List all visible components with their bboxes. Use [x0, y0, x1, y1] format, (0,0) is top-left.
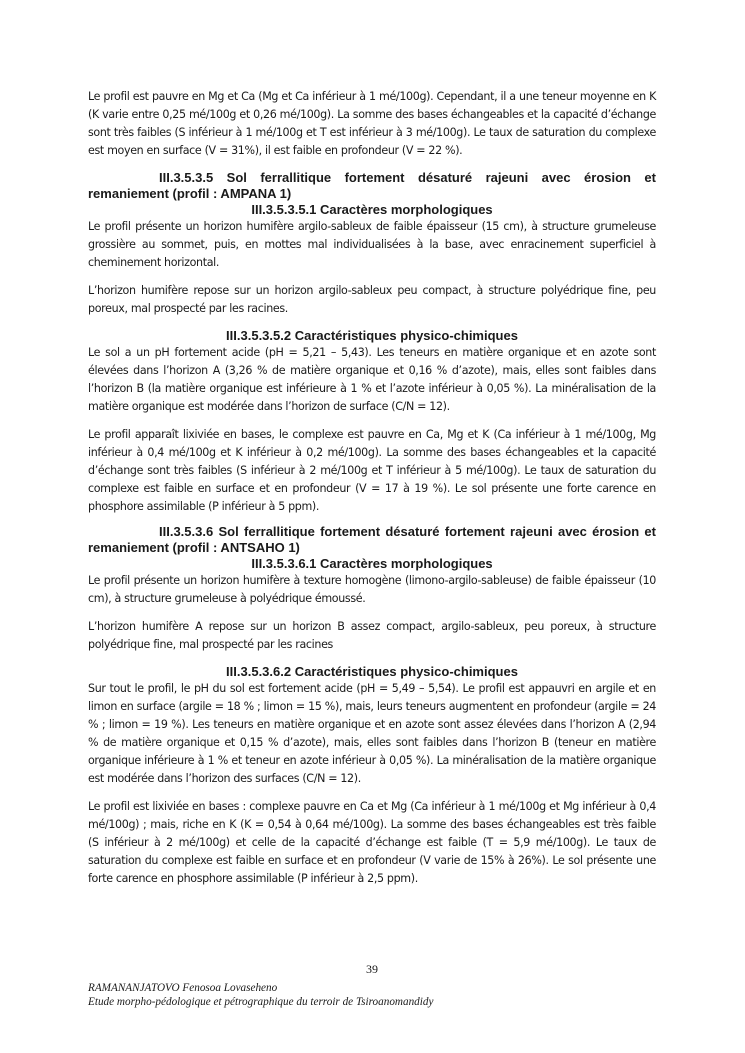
section-heading-antsaho: [88, 524, 656, 556]
subsection-heading-morphology: III.3.5.3.6.1 Caractères morphologiques: [251, 556, 493, 571]
footer-author: RAMANANJATOVO Fenosoa Lovaseheno: [88, 982, 278, 994]
paragraph-morphology-2: L’horizon humifère repose sur un horizon argilo-sableux peu compact, à structure polyédrique fine, peu poreux, mal prospecté par les racines.: [88, 284, 656, 315]
page-number: 39: [366, 962, 378, 976]
paragraph-physico-chemical-1: Sur tout le profil, le pH du sol est fortement acide (pH = 5,49 – 5,54). Le profil est appauvri en argile et en limon en surface (argile = 18 % ; limon = 15 %), mais, leurs teneurs augmentent en profondeur (argile = 24 % ; limon = 19 %). Les teneurs en matière organique et en azote sont assez élevées dans l’horizon A (2,94 % de matière organique et 0,15 % d’azote), mais, elles sont faibles dans l’horizon B (teneur en matière organique inférieure à 1 % et teneur en azote inférieur à 0,05 %). La minéralisation de la matière organique est modérée dans l’horizon des surfaces (C/N = 12).: [88, 682, 656, 785]
paragraph-morphology-2: L’horizon humifère A repose sur un horizon B assez compact, argilo-sableux, peu poreux, à structure polyédrique fine, mal prospecté par les racines: [88, 620, 656, 651]
footer-title: Etude morpho-pédologique et pétrographique du terroir de Tsiroanomandidy: [88, 996, 434, 1008]
section-number: III.3.5.3.5: [159, 170, 214, 185]
paragraph-chemical-summary: Le profil est pauvre en Mg et Ca (Mg et Ca inférieur à 1 mé/100g). Cependant, il a une teneur moyenne en K (K varie entre 0,25 mé/100g et 0,26 mé/100g). La somme des bases échangeables et la capacité d’échange sont très faibles (S inférieur à 1 mé/100g et T est inférieur à 3 mé/100g). Le taux de saturation du complexe est moyen en surface (V = 31%), il est faible en profondeur (V = 22 %).: [88, 90, 656, 157]
section-title: Sol ferrallitique fortement désaturé fortement rajeuni avec érosion et remaniement (profil : ANTSAHO 1): [88, 524, 656, 555]
document-page: [88, 88, 656, 898]
paragraph-morphology-1: Le profil présente un horizon humifère à texture homogène (limono-argilo-sableuse) de faible épaisseur (10 cm), à structure grumeleuse à polyédrique émoussé.: [88, 574, 656, 605]
subsection-heading-physico-chemical: III.3.5.3.6.2 Caractéristiques physico-chimiques: [226, 664, 518, 679]
section-number: III.3.5.3.6: [159, 524, 214, 539]
subsection-heading-physico-chemical: III.3.5.3.5.2 Caractéristiques physico-chimiques: [226, 328, 518, 343]
section-title: Sol ferrallitique fortement désaturé rajeuni avec érosion et remaniement (profil : AMPANA 1): [88, 170, 656, 201]
page-footer: [88, 962, 656, 1009]
paragraph-physico-chemical-2: Le profil apparaît lixiviée en bases, le complexe est pauvre en Ca, Mg et K (Ca inférieur à 1 mé/100g, Mg inférieur à 0,4 mé/100g et K inférieur à 0,2 mé/100g). La somme des bases échangeables et la capacité d’échange sont très faibles (S inférieur à 2 mé/100g et T inférieur à 5 mé/100g). Le taux de saturation du complexe est faible en surface et en profondeur (V = 17 à 19 %). Le sol présente une forte carence en phosphore assimilable (P inférieur à 5 ppm).: [88, 428, 656, 513]
subsection-heading-morphology: III.3.5.3.5.1 Caractères morphologiques: [251, 202, 493, 217]
paragraph-morphology-1: Le profil présente un horizon humifère argilo-sableux de faible épaisseur (15 cm), à structure grumeleuse grossière au sommet, puis, en mottes mal individualisées à la base, avec enracinement superficiel à cheminement horizontal.: [88, 220, 656, 269]
section-heading-ampana: [88, 170, 656, 202]
paragraph-physico-chemical-2: Le profil est lixiviée en bases : complexe pauvre en Ca et Mg (Ca inférieur à 1 mé/100g et Mg inférieur à 0,4 mé/100g) ; mais, riche en K (K = 0,54 à 0,64 mé/100g). La somme des bases échangeables est très faible (S inférieur à 2 mé/100g) et celle de la capacité d’échange est faible (T = 5,9 mé/100g). Le taux de saturation du complexe est faible en surface et en profondeur (V varie de 15% à 26%). Le sol présente une forte carence en phosphore assimilable (P inférieur à 2,5 ppm).: [88, 800, 656, 885]
paragraph-physico-chemical-1: Le sol a un pH fortement acide (pH = 5,21 – 5,43). Les teneurs en matière organique et en azote sont élevées dans l’horizon A (3,26 % de matière organique et 0,16 % d’azote), mais, elles sont faibles dans l’horizon B (la matière organique est inférieure à 1 % et l’azote inférieur à 0,05 %). La minéralisation de la matière organique est modérée dans l’horizon de surface (C/N = 12).: [88, 346, 656, 413]
